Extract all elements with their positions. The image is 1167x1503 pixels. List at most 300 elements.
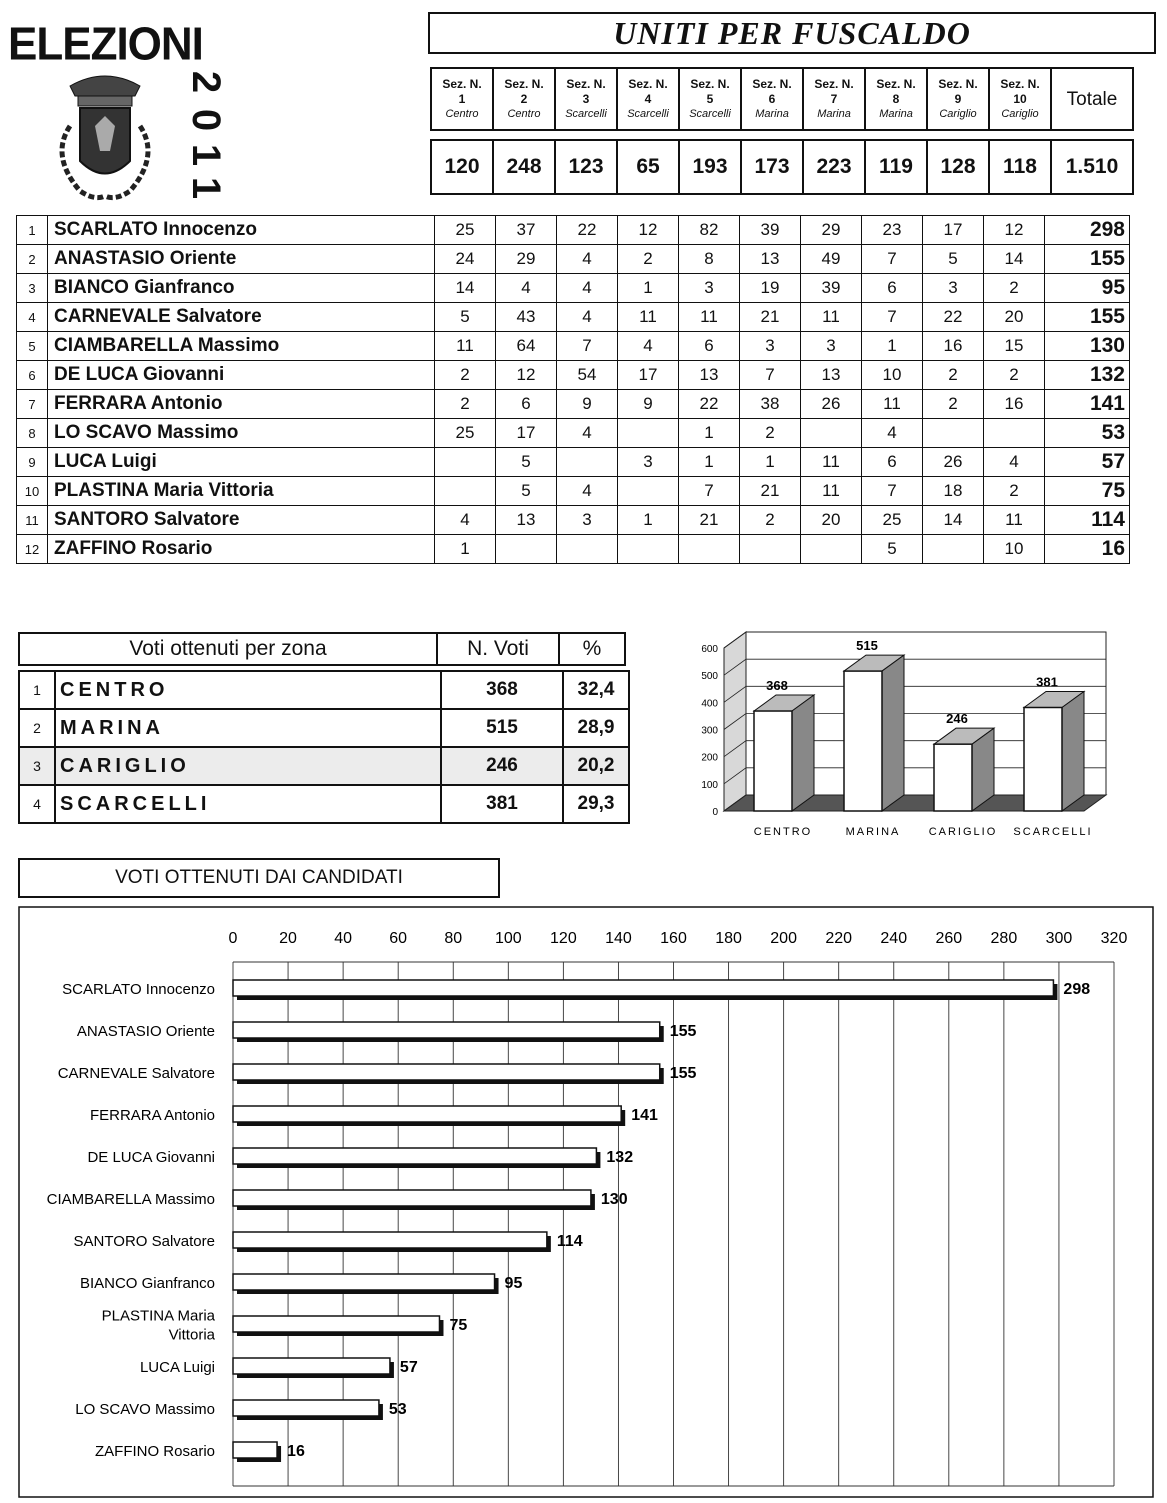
y-tick-label: 400	[701, 698, 718, 710]
candidate-number: 5	[17, 332, 48, 361]
section-votes-cell	[923, 419, 984, 448]
section-votes-cell: 14	[984, 245, 1045, 274]
section-votes-cell: 23	[862, 216, 923, 245]
section-votes-cell: 11	[801, 477, 862, 506]
data-label: 155	[669, 1065, 697, 1082]
data-label: 381	[1036, 674, 1058, 690]
section-votes-cell	[557, 448, 618, 477]
section-votes-cell: 2	[984, 274, 1045, 303]
candidate-name: ZAFFINO Rosario	[48, 535, 435, 564]
section-votes-cell: 1	[740, 448, 801, 477]
sections-header-row	[431, 68, 1133, 130]
zone-votes: 368	[441, 671, 563, 709]
section-number: 1	[458, 91, 466, 106]
section-votes-cell	[984, 419, 1045, 448]
section-votes-cell: 2	[740, 419, 801, 448]
data-label: 368	[766, 678, 788, 694]
section-zone: Scarcelli	[689, 107, 731, 120]
y-tick-label: 200	[701, 752, 718, 764]
candidate-name: ANASTASIO Oriente	[48, 245, 435, 274]
section-votes-cell: 3	[618, 448, 679, 477]
section-votes-cell	[557, 535, 618, 564]
category-label: SCARLATO Innocenzo	[62, 981, 215, 998]
section-votes-cell: 11	[618, 303, 679, 332]
zone-table	[18, 670, 630, 824]
section-votes-cell: 2	[435, 390, 496, 419]
section-votes-cell: 11	[679, 303, 740, 332]
section-votes-cell: 9	[557, 390, 618, 419]
section-label: Sez. N.	[814, 76, 854, 91]
data-label: 53	[388, 1401, 407, 1418]
section-votes-cell: 54	[557, 361, 618, 390]
candidate-number: 6	[17, 361, 48, 390]
section-votes-cell	[740, 535, 801, 564]
x-tick-label: 160	[660, 930, 687, 947]
section-voters-cell: 65	[617, 140, 679, 194]
category-label: PLASTINA Maria	[101, 1307, 215, 1325]
section-votes-cell: 10	[862, 361, 923, 390]
section-votes-cell: 20	[984, 303, 1045, 332]
section-zone: Marina	[879, 107, 913, 120]
section-zone: Scarcelli	[565, 107, 607, 120]
category-label: FERRARA Antonio	[89, 1107, 215, 1124]
table-row	[17, 448, 1130, 477]
y-tick-label: 300	[701, 725, 718, 737]
section-votes-cell: 7	[557, 332, 618, 361]
table-row	[17, 390, 1130, 419]
candidate-total: 75	[1045, 477, 1130, 506]
election-title: ELEZIONI	[8, 18, 203, 71]
category-label: LUCA Luigi	[139, 1359, 215, 1376]
section-votes-cell: 6	[862, 274, 923, 303]
candidate-number: 7	[17, 390, 48, 419]
zone-number: 1	[19, 671, 55, 709]
section-votes-cell: 39	[740, 216, 801, 245]
section-votes-cell: 2	[923, 361, 984, 390]
section-votes-cell: 18	[923, 477, 984, 506]
x-tick-label: 220	[825, 930, 853, 947]
section-votes-cell: 8	[679, 245, 740, 274]
section-votes-cell: 37	[496, 216, 557, 245]
zone-votes: 381	[441, 785, 563, 823]
section-votes-cell: 7	[862, 303, 923, 332]
zone-name: CENTRO	[55, 671, 441, 709]
section-number: 5	[706, 91, 714, 106]
candidate-total: 57	[1045, 448, 1130, 477]
candidate-number: 9	[17, 448, 48, 477]
section-header-cell	[431, 68, 493, 130]
section-votes-cell: 4	[557, 245, 618, 274]
sections-voters-row	[431, 140, 1133, 194]
year-digit: 0	[184, 108, 228, 132]
section-votes-cell: 1	[862, 332, 923, 361]
category-label: LO SCAVO Massimo	[75, 1401, 215, 1418]
section-votes-cell: 3	[557, 506, 618, 535]
section-label: Sez. N.	[628, 76, 668, 91]
section-votes-cell	[618, 477, 679, 506]
section-votes-cell: 11	[801, 448, 862, 477]
section-votes-cell	[435, 448, 496, 477]
section-zone: Scarcelli	[627, 107, 669, 120]
section-voters-cell: 119	[865, 140, 927, 194]
candidate-number: 3	[17, 274, 48, 303]
sections-table	[430, 67, 1134, 195]
section-header-cell	[865, 68, 927, 130]
bar	[844, 655, 904, 811]
data-label: 57	[399, 1359, 418, 1376]
candidate-name: CARNEVALE Salvatore	[48, 303, 435, 332]
x-tick-label: 20	[279, 930, 297, 947]
section-votes-cell: 4	[557, 477, 618, 506]
x-tick-label: 260	[935, 930, 963, 947]
candidate-name: PLASTINA Maria Vittoria	[48, 477, 435, 506]
section-voters-cell: 118	[989, 140, 1051, 194]
section-votes-cell: 49	[801, 245, 862, 274]
data-label: 298	[1063, 981, 1091, 998]
section-votes-cell: 2	[984, 361, 1045, 390]
x-tick-label: 100	[494, 930, 522, 947]
candidate-number: 4	[17, 303, 48, 332]
x-tick-label: 300	[1045, 930, 1073, 947]
section-votes-cell: 39	[801, 274, 862, 303]
section-number: 8	[892, 91, 900, 106]
section-voters-cell: 120	[431, 140, 493, 194]
section-header-cell	[679, 68, 741, 130]
section-votes-cell	[801, 535, 862, 564]
zone-pct: 29,3	[563, 785, 629, 823]
category-label: SANTORO Salvatore	[73, 1233, 215, 1250]
candidate-number: 1	[17, 216, 48, 245]
zone-votes: 246	[441, 747, 563, 785]
section-number: 2	[520, 91, 528, 106]
section-votes-cell: 21	[679, 506, 740, 535]
section-votes-cell: 25	[862, 506, 923, 535]
table-row	[17, 274, 1130, 303]
candidate-name: BIANCO Gianfranco	[48, 274, 435, 303]
section-votes-cell: 2	[923, 390, 984, 419]
section-zone: Marina	[817, 107, 851, 120]
section-votes-cell: 64	[496, 332, 557, 361]
section-votes-cell: 29	[496, 245, 557, 274]
candidate-number: 11	[17, 506, 48, 535]
zone-pct-header: %	[559, 633, 625, 665]
candidate-name: CIAMBARELLA Massimo	[48, 332, 435, 361]
candidate-total: 155	[1045, 303, 1130, 332]
table-row	[17, 477, 1130, 506]
x-tick-label: 0	[228, 930, 238, 947]
table-row	[17, 303, 1130, 332]
bar	[233, 980, 1057, 1000]
x-tick-label: 80	[444, 930, 463, 947]
section-header-cell	[927, 68, 989, 130]
section-zone: Marina	[755, 107, 789, 120]
candidate-name: SANTORO Salvatore	[48, 506, 435, 535]
section-votes-cell: 4	[557, 303, 618, 332]
section-zone: Cariglio	[1001, 107, 1039, 120]
section-label: Sez. N.	[690, 76, 730, 91]
table-row	[17, 419, 1130, 448]
year-digit: 1	[184, 176, 228, 200]
section-votes-cell: 6	[862, 448, 923, 477]
section-label: Sez. N.	[566, 76, 606, 91]
section-votes-cell: 12	[618, 216, 679, 245]
y-tick-label: 100	[701, 779, 718, 791]
section-number: 10	[1013, 91, 1027, 106]
section-votes-cell: 3	[923, 274, 984, 303]
section-header-cell	[555, 68, 617, 130]
section-votes-cell: 7	[740, 361, 801, 390]
candidates-bar-chart	[18, 906, 1158, 1500]
section-voters-cell: 193	[679, 140, 741, 194]
table-row	[17, 361, 1130, 390]
section-votes-cell: 14	[435, 274, 496, 303]
x-tick-label: 40	[334, 930, 353, 947]
zone-name: CARIGLIO	[55, 747, 441, 785]
zone-votes: 515	[441, 709, 563, 747]
category-label: CIAMBARELLA Massimo	[46, 1191, 215, 1208]
section-number: 9	[954, 91, 962, 106]
section-votes-cell: 7	[862, 245, 923, 274]
section-votes-cell: 11	[435, 332, 496, 361]
section-votes-cell: 38	[740, 390, 801, 419]
section-votes-cell: 7	[862, 477, 923, 506]
coat-of-arms-icon	[40, 66, 170, 206]
section-votes-cell: 5	[435, 303, 496, 332]
table-row	[19, 671, 629, 709]
section-votes-cell: 2	[618, 245, 679, 274]
section-votes-cell: 4	[618, 332, 679, 361]
zone-number: 2	[19, 709, 55, 747]
table-row	[17, 506, 1130, 535]
bar	[233, 1190, 595, 1210]
section-votes-cell: 5	[496, 477, 557, 506]
section-votes-cell	[435, 477, 496, 506]
candidate-total: 132	[1045, 361, 1130, 390]
section-label: Sez. N.	[938, 76, 978, 91]
section-votes-cell: 11	[801, 303, 862, 332]
section-header-cell	[617, 68, 679, 130]
section-voters-cell: 173	[741, 140, 803, 194]
zone-name: MARINA	[55, 709, 441, 747]
table-row	[17, 535, 1130, 564]
section-votes-cell: 29	[801, 216, 862, 245]
section-votes-cell: 1	[618, 274, 679, 303]
section-votes-cell: 9	[618, 390, 679, 419]
section-number: 6	[768, 91, 776, 106]
section-votes-cell: 17	[923, 216, 984, 245]
year-digit: 2	[184, 70, 228, 94]
section-votes-cell	[679, 535, 740, 564]
section-votes-cell: 1	[679, 419, 740, 448]
section-votes-cell: 26	[923, 448, 984, 477]
candidate-total: 130	[1045, 332, 1130, 361]
section-votes-cell: 19	[740, 274, 801, 303]
bar	[233, 1064, 664, 1084]
section-votes-cell: 12	[984, 216, 1045, 245]
section-votes-cell: 15	[984, 332, 1045, 361]
data-label: 155	[669, 1023, 697, 1040]
data-label: 95	[504, 1275, 523, 1292]
candidate-number: 10	[17, 477, 48, 506]
section-number: 4	[644, 91, 652, 106]
category-label: BIANCO Gianfranco	[79, 1275, 215, 1292]
section-votes-cell	[923, 535, 984, 564]
section-header-cell	[493, 68, 555, 130]
zone-pct: 32,4	[563, 671, 629, 709]
total-header-cell: Totale	[1051, 68, 1133, 130]
section-votes-cell	[496, 535, 557, 564]
zone-pct: 28,9	[563, 709, 629, 747]
section-votes-cell: 6	[679, 332, 740, 361]
section-votes-cell: 21	[740, 477, 801, 506]
bar	[233, 1400, 383, 1420]
section-votes-cell: 11	[984, 506, 1045, 535]
section-label: Sez. N.	[752, 76, 792, 91]
section-votes-cell: 26	[801, 390, 862, 419]
section-votes-cell: 24	[435, 245, 496, 274]
section-votes-cell: 3	[679, 274, 740, 303]
zone-bar-chart	[672, 628, 1112, 848]
candidate-name: SCARLATO Innocenzo	[48, 216, 435, 245]
section-votes-cell: 4	[862, 419, 923, 448]
x-tick-label: 240	[880, 930, 908, 947]
section-votes-cell: 10	[984, 535, 1045, 564]
section-votes-cell: 13	[801, 361, 862, 390]
candidate-name: FERRARA Antonio	[48, 390, 435, 419]
data-label: 75	[449, 1317, 468, 1334]
section-votes-cell: 12	[496, 361, 557, 390]
candidate-total: 141	[1045, 390, 1130, 419]
zone-table-header	[18, 632, 626, 666]
section-header-cell	[741, 68, 803, 130]
data-label: 141	[631, 1107, 658, 1124]
candidate-number: 8	[17, 419, 48, 448]
section-votes-cell: 13	[740, 245, 801, 274]
zone-table-title: Voti ottenuti per zona	[19, 633, 437, 665]
section-votes-cell: 16	[923, 332, 984, 361]
y-tick-label: 0	[712, 807, 718, 818]
section-votes-cell: 14	[923, 506, 984, 535]
x-tick-label: 200	[770, 930, 797, 947]
bar	[754, 695, 814, 811]
category-label: ZAFFINO Rosario	[94, 1443, 215, 1460]
section-votes-cell: 3	[801, 332, 862, 361]
section-header-cell	[989, 68, 1051, 130]
candidate-name: DE LUCA Giovanni	[48, 361, 435, 390]
section-votes-cell: 22	[679, 390, 740, 419]
data-label: 114	[556, 1233, 583, 1250]
x-tick-label: 320	[1100, 930, 1128, 947]
table-row	[17, 332, 1130, 361]
candidate-total: 298	[1045, 216, 1130, 245]
section-voters-cell: 248	[493, 140, 555, 194]
bar	[233, 1232, 551, 1252]
section-votes-cell: 7	[679, 477, 740, 506]
section-zone: Cariglio	[939, 107, 977, 120]
y-tick-label: 600	[701, 644, 718, 655]
zone-number: 3	[19, 747, 55, 785]
section-votes-cell: 2	[740, 506, 801, 535]
section-votes-cell	[618, 419, 679, 448]
section-votes-cell: 6	[496, 390, 557, 419]
total-voters-cell: 1.510	[1051, 140, 1133, 194]
section-zone: Centro	[507, 107, 541, 120]
section-votes-cell	[618, 535, 679, 564]
year-digit: 1	[184, 143, 228, 167]
section-label: Sez. N.	[504, 76, 544, 91]
table-row	[19, 709, 629, 747]
list-title: UNITI PER FUSCALDO	[428, 12, 1156, 54]
section-votes-cell: 43	[496, 303, 557, 332]
section-label: Sez. N.	[442, 76, 482, 91]
bar	[233, 1022, 664, 1042]
section-votes-cell: 5	[862, 535, 923, 564]
section-number: 7	[830, 91, 838, 106]
category-label: MARINA	[845, 826, 901, 838]
section-voters-cell: 223	[803, 140, 865, 194]
candidate-total: 114	[1045, 506, 1130, 535]
section-votes-cell: 2	[435, 361, 496, 390]
section-votes-cell: 5	[496, 448, 557, 477]
candidate-total: 16	[1045, 535, 1130, 564]
candidate-number: 2	[17, 245, 48, 274]
candidate-total: 95	[1045, 274, 1130, 303]
bar	[934, 728, 994, 811]
section-votes-cell: 82	[679, 216, 740, 245]
section-votes-cell: 4	[435, 506, 496, 535]
category-label: SCARCELLI	[1013, 826, 1093, 838]
x-tick-label: 180	[715, 930, 742, 947]
category-label: CENTRO	[753, 826, 813, 838]
data-label: 16	[287, 1443, 305, 1460]
section-votes-cell: 5	[923, 245, 984, 274]
section-votes-cell: 17	[496, 419, 557, 448]
x-tick-label: 120	[550, 930, 577, 947]
bar	[233, 1274, 499, 1294]
bar	[233, 1148, 600, 1168]
x-tick-label: 140	[605, 930, 632, 947]
section-votes-cell: 21	[740, 303, 801, 332]
x-tick-label: 60	[389, 930, 408, 947]
zone-name: SCARCELLI	[55, 785, 441, 823]
candidates-table	[16, 215, 1130, 564]
section-votes-cell: 22	[557, 216, 618, 245]
section-header-cell	[803, 68, 865, 130]
category-label: CARIGLIO	[928, 826, 998, 838]
data-label: 246	[946, 711, 968, 727]
section-voters-cell: 123	[555, 140, 617, 194]
section-voters-cell: 128	[927, 140, 989, 194]
zone-pct: 20,2	[563, 747, 629, 785]
y-tick-label: 500	[701, 671, 718, 683]
section-label: Sez. N.	[1000, 76, 1040, 91]
candidates-chart-title: VOTI OTTENUTI DAI CANDIDATI	[18, 858, 500, 898]
section-votes-cell: 25	[435, 419, 496, 448]
section-votes-cell: 17	[618, 361, 679, 390]
bar	[1024, 691, 1084, 811]
section-votes-cell: 4	[984, 448, 1045, 477]
table-row	[19, 785, 629, 823]
section-zone: Centro	[445, 107, 479, 120]
section-votes-cell: 22	[923, 303, 984, 332]
bar	[233, 1442, 281, 1462]
section-votes-cell: 4	[557, 419, 618, 448]
zone-votes-header: N. Voti	[437, 633, 559, 665]
candidate-total: 155	[1045, 245, 1130, 274]
section-votes-cell: 11	[862, 390, 923, 419]
section-votes-cell: 16	[984, 390, 1045, 419]
candidate-name: LUCA Luigi	[48, 448, 435, 477]
